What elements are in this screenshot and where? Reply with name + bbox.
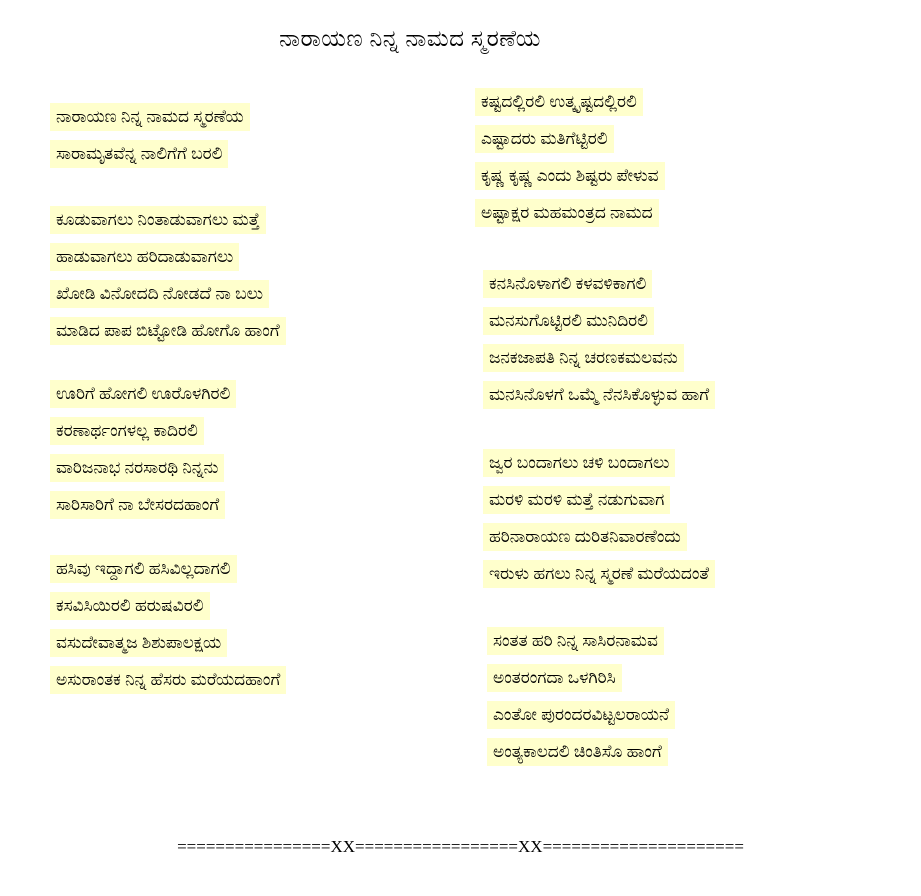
verse-line-text: ಖೋಡಿ ವಿನೋದದಿ ನೋಡದೆ ನಾ ಬಲು bbox=[50, 280, 269, 308]
verse-line bbox=[487, 627, 715, 655]
verse-line bbox=[483, 307, 715, 335]
verse-line-text: ಸಂತತ ಹರಿ ನಿನ್ನ ಸಾಸಿರನಾಮವ bbox=[487, 627, 664, 655]
verse-line-text: ಎಂತೋ ಪುರಂದರವಿಟ್ಟಲರಾಯನೆ bbox=[487, 701, 675, 729]
stanza bbox=[475, 88, 715, 236]
verse-line-text: ಮಾಡಿದ ಪಾಪ ಬಿಟ್ಟೋಡಿ ಹೋಗೊ ಹಾಂಗೆ bbox=[50, 317, 286, 345]
verse-line-text: ಕನಸಿನೊಳಾಗಲಿ ಕಳವಳಿಕಾಗಲಿ bbox=[483, 270, 652, 298]
verse-line bbox=[475, 199, 715, 227]
verse-line bbox=[483, 270, 715, 298]
verse-line-text: ಹಾಡುವಾಗಲು ಹರಿದಾಡುವಾಗಲು bbox=[50, 243, 239, 271]
verse-line-text: ಅಸುರಾಂತಕ ನಿನ್ನ ಹೆಸರು ಮರೆಯದಹಾಂಗೆ bbox=[50, 666, 286, 694]
verse-line bbox=[50, 206, 286, 234]
verse-line-text: ಸಾರಿಸಾರಿಗೆ ನಾ ಬೇಸರದಹಾಂಗೆ bbox=[50, 491, 225, 519]
verse-line-text: ಕೃಷ್ಣ ಕೃಷ್ಣ ಎಂದು ಶಿಷ್ಟರು ಪೇಳುವ bbox=[475, 162, 665, 190]
verse-line bbox=[50, 140, 286, 168]
verse-line-text: ಸಾರಾಮೃತವೆನ್ನ ನಾಲಿಗೆಗೆ ಬರಲಿ bbox=[50, 140, 228, 168]
verse-line bbox=[475, 125, 715, 153]
verse-line-text: ಇರುಳು ಹಗಲು ನಿನ್ನ ಸ್ಮರಣೆ ಮರೆಯದಂತೆ bbox=[483, 560, 715, 588]
verse-line bbox=[50, 592, 286, 620]
verse-line-text: ಕಸವಿಸಿಯಿರಲಿ ಹರುಷವಿರಲಿ bbox=[50, 592, 210, 620]
verse-column-left bbox=[50, 103, 286, 703]
verse-line-text: ಕೂಡುವಾಗಲು ನಿಂತಾಡುವಾಗಲು ಮತ್ತೆ bbox=[50, 206, 266, 234]
stanza bbox=[50, 555, 286, 703]
verse-line bbox=[50, 280, 286, 308]
verse-line-text: ಜನಕಜಾಪತಿ ನಿನ್ನ ಚರಣಕಮಲವನು bbox=[483, 344, 684, 372]
verse-line-text: ಅಂತ್ಯಕಾಲದಲಿ ಚಿಂತಿಸೊ ಹಾಂಗೆ bbox=[487, 738, 668, 766]
verse-line-text: ವಸುದೇವಾತ್ಮಜ ಶಿಶುಪಾಲಕ್ಷಯ bbox=[50, 629, 227, 657]
verse-line-text: ಮರಳಿ ಮರಳಿ ಮತ್ತೆ ನಡುಗುವಾಗ bbox=[483, 486, 670, 514]
verse-line bbox=[50, 454, 286, 482]
stanza bbox=[483, 270, 715, 418]
verse-line-text: ಕಷ್ಟದಲ್ಲಿರಲಿ ಉತ್ಕೃಷ್ಟದಲ್ಲಿರಲಿ bbox=[475, 88, 643, 116]
verse-line bbox=[50, 666, 286, 694]
stanza bbox=[483, 449, 715, 597]
verse-line-text: ಊರಿಗೆ ಹೋಗಲಿ ಊರೊಳಗಿರಲಿ bbox=[50, 380, 236, 408]
verse-line bbox=[50, 491, 286, 519]
verse-line bbox=[487, 738, 715, 766]
document-title: ನಾರಾಯಣ ನಿನ್ನ ನಾಮದ ಸ್ಮರಣೆಯ bbox=[279, 26, 541, 51]
stanza bbox=[50, 380, 286, 528]
verse-line bbox=[483, 381, 715, 409]
verse-line bbox=[50, 417, 286, 445]
verse-line bbox=[487, 701, 715, 729]
verse-line-text: ಎಷ್ಟಾದರು ಮತಿಗೆಟ್ಟಿರಲಿ bbox=[475, 125, 614, 153]
verse-line bbox=[483, 486, 715, 514]
verse-line-text: ಮನಸಿನೊಳಗೆ ಒಮ್ಮೆ ನೆನಸಿಕೊಳ್ಳುವ ಹಾಗೆ bbox=[483, 381, 715, 409]
verse-line bbox=[50, 629, 286, 657]
verse-line bbox=[475, 88, 715, 116]
footer-divider: ================XX=================XX===================== bbox=[177, 837, 744, 856]
stanza bbox=[487, 627, 715, 775]
verse-line-text: ಅಂತರಂಗದಾ ಒಳಗಿರಿಸಿ bbox=[487, 664, 622, 692]
verse-line-text: ಜ್ವರ ಬಂದಾಗಲು ಚಳಿ ಬಂದಾಗಲು bbox=[483, 449, 675, 477]
verse-line bbox=[50, 243, 286, 271]
stanza bbox=[50, 206, 286, 354]
verse-line bbox=[50, 317, 286, 345]
verse-line bbox=[483, 560, 715, 588]
verse-line-text: ಕರಣಾರ್ಥಂಗಳಲ್ಲ ಕಾದಿರಲಿ bbox=[50, 417, 204, 445]
verse-line bbox=[483, 523, 715, 551]
verse-line-text: ವಾರಿಜನಾಭ ನರಸಾರಥಿ ನಿನ್ನನು bbox=[50, 454, 224, 482]
verse-line bbox=[50, 555, 286, 583]
verse-line bbox=[487, 664, 715, 692]
stanza bbox=[50, 103, 286, 177]
verse-line bbox=[483, 344, 715, 372]
verse-line-text: ಅಷ್ಟಾಕ್ಷರ ಮಹಮಂತ್ರದ ನಾಮದ bbox=[475, 199, 659, 227]
verse-line-text: ಮನಸುಗೊಟ್ಟಿರಲಿ ಮುನಿದಿರಲಿ bbox=[483, 307, 654, 335]
verse-line bbox=[50, 103, 286, 131]
verse-line bbox=[475, 162, 715, 190]
verse-line-text: ಹಸಿವು ಇದ್ದಾಗಲಿ ಹಸಿವಿಲ್ಲದಾಗಲಿ bbox=[50, 555, 237, 583]
verse-column-right bbox=[475, 88, 715, 775]
verse-line bbox=[483, 449, 715, 477]
verse-line bbox=[50, 380, 286, 408]
verse-line-text: ಹರಿನಾರಾಯಣ ದುರಿತನಿವಾರಣೆಂದು bbox=[483, 523, 687, 551]
verse-line-text: ನಾರಾಯಣ ನಿನ್ನ ನಾಮದ ಸ್ಮರಣೆಯ bbox=[50, 103, 250, 131]
